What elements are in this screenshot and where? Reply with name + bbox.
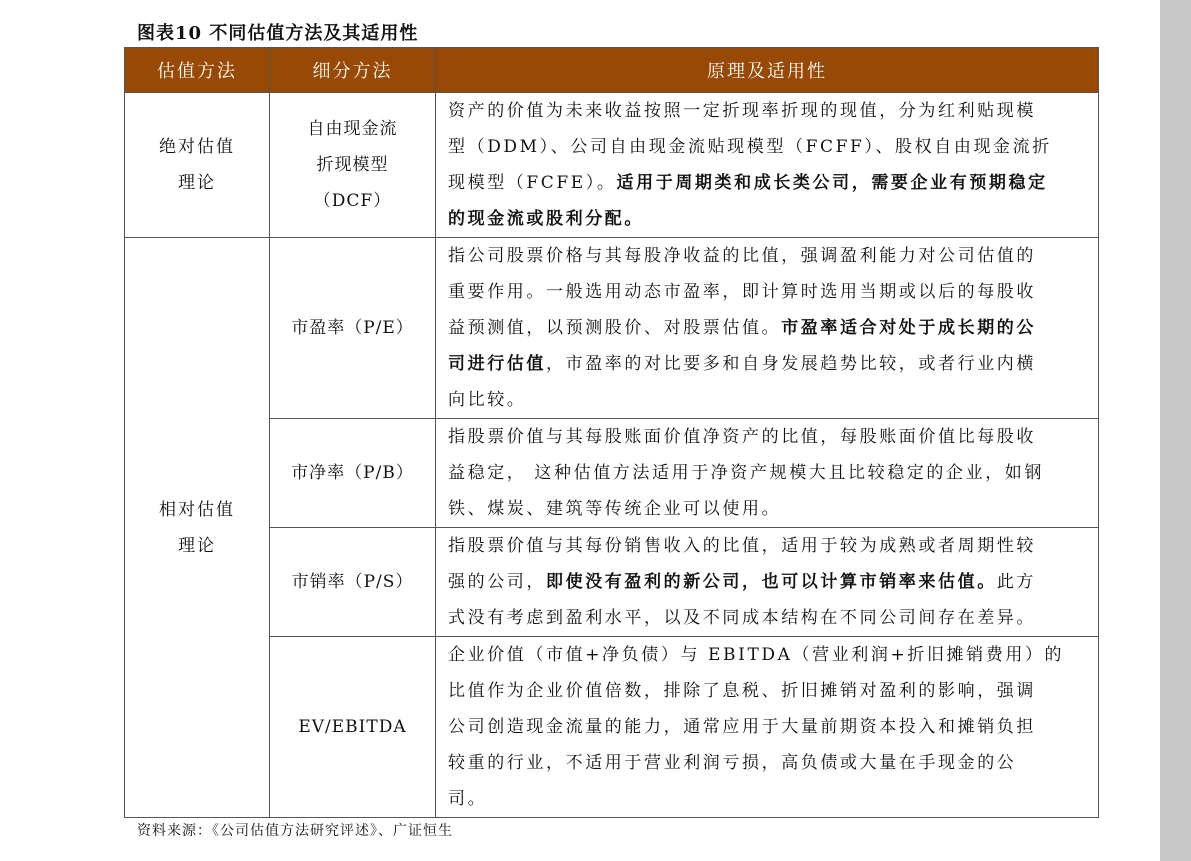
body-text: 资产的价值为未来收益按照一定折现率折现的现值，分为红利贴现模 — [448, 101, 1036, 121]
body-text: 强的公司， — [448, 572, 546, 592]
body-text: 此方 — [996, 572, 1037, 592]
principle-line — [448, 346, 1098, 382]
table-header-row — [125, 48, 1099, 93]
sub-method-line: 自由现金流 — [307, 119, 398, 139]
principle-line — [448, 600, 1098, 636]
principle-line — [448, 528, 1098, 564]
sub-method-cell — [270, 528, 436, 637]
sub-method-cell — [270, 93, 436, 238]
principle-cell — [436, 528, 1099, 637]
principle-line — [448, 310, 1098, 346]
body-text: 型（DDM）、公司自由现金流贴现模型（FCFF）、股权自由现金流折 — [448, 137, 1052, 157]
sub-method-line: 市净率（P/B） — [291, 463, 414, 483]
table-row — [125, 528, 1099, 637]
scrollbar[interactable] — [1160, 0, 1191, 861]
principle-line — [448, 201, 1098, 237]
principle-line — [448, 491, 1098, 527]
principle-line — [448, 165, 1098, 201]
body-text: 公司创造现金流量的能力，通常应用于大量前期资本投入和摊销负担 — [448, 717, 1036, 737]
body-text: 比值作为企业价值倍数，排除了息税、折旧摊销对盈利的影响，强调 — [448, 681, 1036, 701]
principle-line — [448, 673, 1098, 709]
body-text: 指股票价值与其每份销售收入的比值，适用于较为成熟或者周期性较 — [448, 536, 1036, 556]
sub-method-cell — [270, 419, 436, 528]
principle-cell — [436, 93, 1099, 238]
body-text: 较重的行业，不适用于营业利润亏损，高负债或大量在手现金的公 — [448, 753, 1017, 773]
body-text: 现模型（FCFE）。 — [448, 173, 617, 193]
category-label-line: 理论 — [178, 173, 216, 193]
principle-line — [448, 564, 1098, 600]
sub-method-cell — [270, 637, 436, 818]
principle-line — [448, 419, 1098, 455]
valuation-category-cell — [125, 93, 270, 238]
principle-line — [448, 781, 1098, 817]
principle-line — [448, 93, 1098, 129]
body-text: 益稳定， 这种估值方法适用于净资产规模大且比较稳定的企业，如钢 — [448, 463, 1045, 483]
table-row — [125, 238, 1099, 419]
principle-cell — [436, 238, 1099, 419]
principle-line — [448, 745, 1098, 781]
category-label-line: 相对估值 — [159, 499, 235, 520]
valuation-category-cell — [125, 238, 270, 818]
body-text: 指公司股票价格与其每股净收益的比值，强调盈利能力对公司估值的 — [448, 246, 1036, 266]
principle-line — [448, 382, 1098, 418]
header-sub-method: 细分方法 — [270, 48, 436, 93]
body-text: 铁、煤炭、建筑等传统企业可以使用。 — [448, 499, 782, 519]
emphasis-text: 即使没有盈利的新公司，也可以计算市销率来估值。 — [546, 572, 997, 592]
sub-method-line: 市盈率（P/E） — [291, 318, 414, 338]
body-text: 向比较。 — [448, 390, 527, 410]
principle-cell — [436, 637, 1099, 818]
emphasis-text: 适用于周期类和成长类公司，需要企业有预期稳定 — [616, 173, 1048, 193]
source-note: 资料来源：《公司估值方法研究评述》、广证恒生 — [137, 823, 453, 839]
sub-method-line: 折现模型 — [316, 155, 389, 175]
header-valuation-method: 估值方法 — [125, 48, 270, 93]
table-row — [125, 93, 1099, 238]
emphasis-text: 司进行估值 — [448, 354, 546, 374]
valuation-methods-table — [124, 47, 1099, 818]
header-principle: 原理及适用性 — [436, 48, 1099, 93]
principle-cell — [436, 419, 1099, 528]
figure-title: 图表10 不同估值方法及其适用性 — [137, 23, 419, 44]
emphasis-text: 的现金流或股利分配。 — [448, 209, 644, 229]
body-text: ，市盈率的对比要多和自身发展趋势比较，或者行业内横 — [546, 354, 1036, 374]
sub-method-line: EV/EBITDA — [298, 717, 407, 737]
emphasis-text: 市盈率适合对处于成长期的公 — [781, 318, 1037, 338]
body-text: 企业价值（市值+净负债）与 EBITDA（营业利润+折旧摊销费用）的 — [448, 645, 1065, 665]
principle-line — [448, 129, 1098, 165]
sub-method-line: （DCF） — [313, 191, 392, 211]
principle-line — [448, 709, 1098, 745]
sub-method-cell — [270, 238, 436, 419]
category-label-line: 理论 — [178, 535, 216, 556]
table-row — [125, 637, 1099, 818]
principle-line — [448, 455, 1098, 491]
sub-method-line: 市销率（P/S） — [291, 572, 414, 592]
body-text: 司。 — [448, 789, 488, 809]
body-text: 益预测值，以预测股价、对股票估值。 — [448, 318, 782, 338]
body-text: 指股票价值与其每股账面价值净资产的比值，每股账面价值比每股收 — [448, 427, 1036, 447]
category-label-line: 绝对估值 — [159, 137, 235, 157]
principle-line — [448, 274, 1098, 310]
principle-line — [448, 637, 1098, 673]
body-text: 式没有考虑到盈利水平，以及不同成本结构在不同公司间存在差异。 — [448, 608, 1036, 628]
principle-line — [448, 238, 1098, 274]
body-text: 重要作用。一般选用动态市盈率，即计算时选用当期或以后的每股收 — [448, 282, 1036, 302]
table-row — [125, 419, 1099, 528]
